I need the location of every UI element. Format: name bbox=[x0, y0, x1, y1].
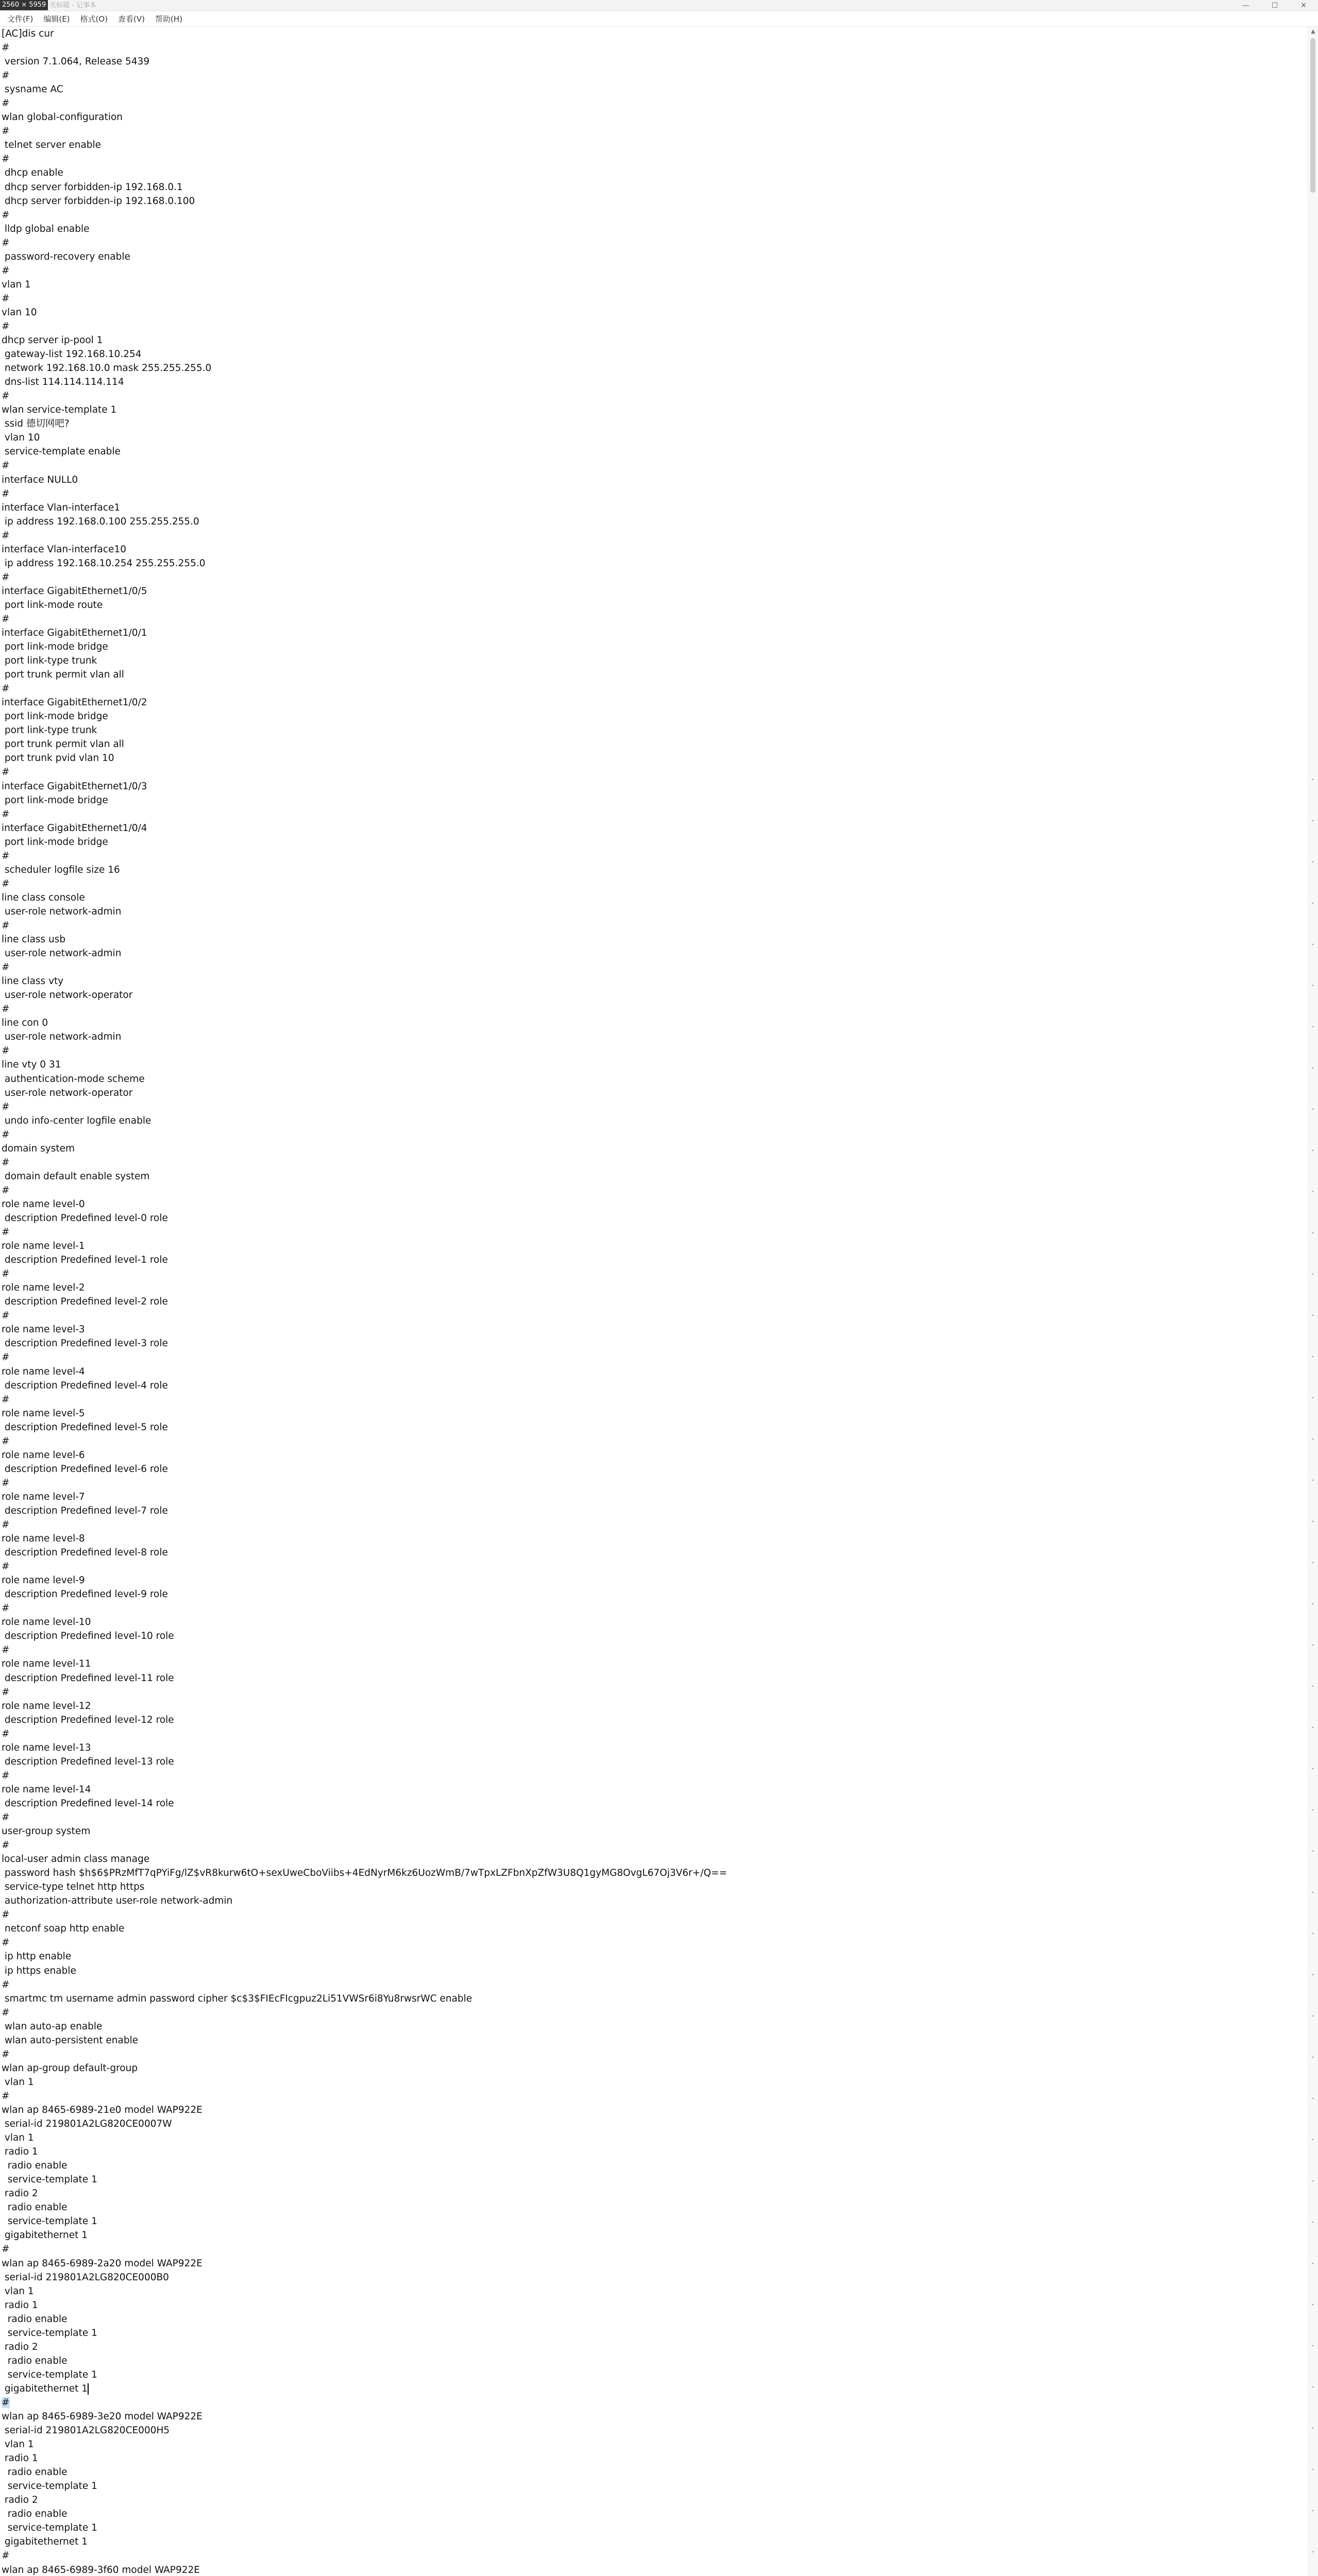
text-line: # bbox=[2, 878, 10, 889]
text-line: wlan ap 8465-6989-2a20 model WAP922E bbox=[2, 2258, 202, 2269]
text-line: radio 2 bbox=[2, 2188, 38, 2199]
scroll-marker-icon: ⌄ bbox=[1311, 1848, 1315, 1853]
text-line: description Predefined level-10 role bbox=[2, 1631, 174, 1642]
text-line: role name level-12 bbox=[2, 1700, 91, 1711]
scroll-marker-icon: ⌄ bbox=[1311, 1518, 1315, 1523]
text-line: authorization-attribute user-role network-admin bbox=[2, 1895, 233, 1907]
text-line: serial-id 219801A2LG820CE0007W bbox=[2, 2119, 172, 2130]
scroll-marker-icon: ⌄ bbox=[1311, 2507, 1315, 2513]
text-line: gigabitethernet 1 bbox=[2, 2383, 88, 2394]
text-line: # bbox=[2, 1435, 10, 1447]
text-line: role name level-8 bbox=[2, 1533, 85, 1545]
text-line: wlan auto-ap enable bbox=[2, 2021, 103, 2032]
text-line: # bbox=[2, 1770, 10, 1781]
scroll-marker-icon: ⌄ bbox=[1311, 2343, 1315, 2348]
text-line: role name level-6 bbox=[2, 1449, 85, 1461]
text-line: service-type telnet http https bbox=[2, 1882, 145, 1893]
text-line: vlan 1 bbox=[2, 279, 31, 290]
text-line: # bbox=[2, 42, 10, 54]
text-line: radio 2 bbox=[2, 2495, 38, 2506]
scroll-marker-icon: ⌄ bbox=[1311, 1642, 1315, 1647]
scroll-marker-icon: ⌄ bbox=[1311, 1353, 1315, 1359]
editor-text bbox=[0, 27, 1308, 2576]
text-line: description Predefined level-7 role bbox=[2, 1505, 168, 1516]
text-line: line con 0 bbox=[2, 1018, 48, 1029]
text-line: # bbox=[2, 1645, 10, 1656]
scroll-marker-icon: ⌄ bbox=[1311, 1683, 1315, 1688]
text-line: user-role network-operator bbox=[2, 990, 133, 1001]
text-line: role name level-13 bbox=[2, 1742, 91, 1753]
menu-format[interactable]: 格式(O) bbox=[80, 14, 108, 24]
text-line: service-template 1 bbox=[2, 2369, 97, 2380]
text-line: # bbox=[2, 2048, 10, 2060]
scroll-marker-icon: ⌄ bbox=[1311, 1395, 1315, 1400]
text-line: role name level-11 bbox=[2, 1658, 91, 1670]
text-line: # bbox=[2, 265, 10, 276]
text-line: vlan 1 bbox=[2, 2076, 34, 2088]
scroll-marker-icon: ⌄ bbox=[1311, 2384, 1315, 2389]
text-line: service-template 1 bbox=[2, 2327, 97, 2338]
text-line: user-role network-operator bbox=[2, 1087, 133, 1098]
menu-view[interactable]: 查看(V) bbox=[118, 14, 145, 24]
text-line: # bbox=[2, 1157, 10, 1168]
menu-file[interactable]: 文件(F) bbox=[7, 14, 33, 24]
text-line: interface GigabitEthernet1/0/2 bbox=[2, 697, 147, 708]
text-line: wlan ap 8465-6989-21e0 model WAP922E bbox=[2, 2104, 202, 2115]
text-line: port trunk permit vlan all bbox=[2, 739, 124, 750]
text-line: vlan 1 bbox=[2, 2285, 34, 2297]
dimension-badge: 2560 × 5959 bbox=[0, 0, 48, 10]
text-line: port link-type trunk bbox=[2, 655, 97, 667]
text-line: description Predefined level-3 role bbox=[2, 1338, 168, 1349]
text-line: # bbox=[2, 1812, 10, 1823]
window-title: 无标题 - 记事本 bbox=[49, 2, 96, 9]
text-line: # bbox=[2, 209, 10, 221]
text-line: role name level-14 bbox=[2, 1784, 91, 1795]
text-line: # bbox=[2, 2007, 10, 2018]
text-line: service-template 1 bbox=[2, 2522, 97, 2534]
menu-edit[interactable]: 编辑(E) bbox=[43, 14, 70, 24]
text-line: radio 1 bbox=[2, 2146, 38, 2158]
text-line: gigabitethernet 1 bbox=[2, 2230, 88, 2241]
scroll-marker-icon: ⌄ bbox=[1311, 1560, 1315, 1565]
text-line: # bbox=[2, 1603, 10, 1614]
text-line: gateway-list 192.168.10.254 bbox=[2, 349, 142, 360]
text-line: description Predefined level-12 role bbox=[2, 1714, 174, 1725]
text-line: smartmc tm username admin password cipher $c$3$FIEcFIcgpuz2Li51VWSr6i8Yu8rwsrWC enable bbox=[2, 1993, 472, 2004]
text-line: interface GigabitEthernet1/0/5 bbox=[2, 585, 147, 597]
text-line: dns-list 114.114.114.114 bbox=[2, 377, 124, 388]
scroll-marker-icon: ⌄ bbox=[1311, 1766, 1315, 1771]
scroll-marker-icon: ⌄ bbox=[1311, 2425, 1315, 2430]
scroll-marker-icon: ⌄ bbox=[1311, 859, 1315, 864]
text-line: description Predefined level-6 role bbox=[2, 1463, 168, 1475]
text-line: serial-id 219801A2LG820CE000H5 bbox=[2, 2425, 170, 2436]
scroll-marker-icon: ⌄ bbox=[1311, 1312, 1315, 1317]
text-line: password hash $h$6$PRzMfT7qPYiFg/lZ$vR8kurw6tO+sexUweCboViibs+4EdNyrM6kz6UozWmB/7wTpxLZFbnXpZfW3U8Q1gyMG8OvgL67Oj3V6r+/Q== bbox=[2, 1868, 728, 1879]
text-line: # bbox=[2, 1728, 10, 1739]
text-line: radio enable bbox=[2, 2202, 67, 2213]
text-line: # bbox=[2, 683, 10, 694]
text-line: # bbox=[2, 962, 10, 973]
text-line: port link-mode route bbox=[2, 599, 103, 611]
text-line: role name level-0 bbox=[2, 1198, 85, 1210]
text-line: # bbox=[2, 320, 10, 332]
text-line: wlan global-configuration bbox=[2, 112, 123, 123]
text-line: user-role network-admin bbox=[2, 1031, 122, 1043]
text-line: interface Vlan-interface10 bbox=[2, 544, 126, 555]
text-line: # bbox=[2, 1227, 10, 1238]
text-line: # bbox=[2, 920, 10, 931]
text-line: # bbox=[2, 70, 10, 81]
text-line: # bbox=[2, 1937, 10, 1948]
scroll-marker-icon: ⌄ bbox=[1311, 1972, 1315, 1977]
text-line: # bbox=[2, 98, 10, 109]
text-line: # bbox=[2, 1352, 10, 1363]
text-line: # bbox=[2, 237, 10, 248]
text-line: radio enable bbox=[2, 2160, 67, 2172]
text-line: line class vty bbox=[2, 976, 64, 987]
text-line: radio 1 bbox=[2, 2299, 38, 2311]
scroll-marker-icon: ⌄ bbox=[1311, 2095, 1315, 2100]
text-line: # bbox=[2, 1184, 10, 1196]
scroll-marker-icon: ⌄ bbox=[1311, 1147, 1315, 1153]
text-editor[interactable] bbox=[0, 27, 1308, 2576]
scroll-marker-icon: ⌄ bbox=[1311, 2219, 1315, 2224]
scroll-up-icon[interactable]: ▲ bbox=[1311, 28, 1315, 35]
text-line: # bbox=[2, 767, 10, 778]
text-line: port link-mode bridge bbox=[2, 794, 108, 806]
text-line: local-user admin class manage bbox=[2, 1854, 150, 1865]
scroll-marker-icon: ⌄ bbox=[1311, 1601, 1315, 1606]
text-line: # bbox=[2, 293, 10, 304]
text-line: vlan 1 bbox=[2, 2132, 34, 2144]
text-line: interface GigabitEthernet1/0/3 bbox=[2, 781, 147, 792]
scroll-marker-icon: ⌄ bbox=[1311, 2260, 1315, 2265]
text-line: # bbox=[2, 1004, 10, 1015]
text-line: # bbox=[2, 2090, 10, 2102]
text-line: line class usb bbox=[2, 934, 66, 945]
text-line: version 7.1.064, Release 5439 bbox=[2, 56, 150, 67]
text-line: line class console bbox=[2, 892, 85, 903]
menu-help[interactable]: 帮助(H) bbox=[155, 14, 182, 24]
text-line: # bbox=[2, 1045, 10, 1057]
text-line bbox=[2, 2396, 1308, 2410]
text-line: netconf soap http enable bbox=[2, 1923, 125, 1935]
text-line: # bbox=[2, 2244, 10, 2255]
text-caret bbox=[88, 2383, 89, 2395]
text-line: dhcp server forbidden-ip 192.168.0.100 bbox=[2, 195, 195, 207]
text-line: user-group system bbox=[2, 1826, 91, 1837]
scroll-marker-icon: ⌄ bbox=[1311, 900, 1315, 905]
text-line: gigabitethernet 1 bbox=[2, 2536, 88, 2548]
scroll-marker-icon: ⌄ bbox=[1311, 1106, 1315, 1111]
text-line: # bbox=[2, 808, 10, 820]
text-line: interface NULL0 bbox=[2, 474, 78, 485]
text-line: # bbox=[2, 530, 10, 541]
text-line: description Predefined level-9 role bbox=[2, 1589, 168, 1600]
text-line: user-role network-admin bbox=[2, 906, 122, 917]
text-line: ip address 192.168.0.100 255.255.255.0 bbox=[2, 516, 199, 527]
text-line: wlan service-template 1 bbox=[2, 404, 117, 416]
scroll-thumb[interactable] bbox=[1310, 38, 1315, 193]
text-line: description Predefined level-14 role bbox=[2, 1798, 174, 1809]
text-line: role name level-3 bbox=[2, 1324, 85, 1335]
text-line: description Predefined level-0 role bbox=[2, 1212, 168, 1224]
text-line: role name level-1 bbox=[2, 1241, 85, 1252]
text-line: radio enable bbox=[2, 2467, 67, 2478]
scroll-marker-icon: ⌄ bbox=[1311, 2137, 1315, 2142]
text-line: role name level-10 bbox=[2, 1617, 91, 1628]
text-line: role name level-5 bbox=[2, 1408, 85, 1419]
text-line: interface Vlan-interface1 bbox=[2, 502, 121, 513]
text-line: radio enable bbox=[2, 2313, 67, 2325]
scroll-marker-icon: ⌄ bbox=[1311, 2178, 1315, 2183]
text-line: wlan ap-group default-group bbox=[2, 2062, 138, 2074]
text-line: # bbox=[2, 126, 10, 137]
scroll-marker-icon: ⌄ bbox=[1311, 2549, 1315, 2554]
text-line: description Predefined level-11 role bbox=[2, 1672, 174, 1684]
text-line: # bbox=[2, 850, 10, 861]
text-line: service-template 1 bbox=[2, 2481, 97, 2492]
text-line: radio 1 bbox=[2, 2453, 38, 2464]
text-line: port link-mode bridge bbox=[2, 641, 108, 653]
text-line: role name level-4 bbox=[2, 1366, 85, 1377]
scroll-marker-icon: ⌄ bbox=[1311, 2054, 1315, 2059]
text-line: role name level-9 bbox=[2, 1575, 85, 1586]
text-line: description Predefined level-8 role bbox=[2, 1547, 168, 1558]
text-line: domain default enable system bbox=[2, 1171, 150, 1182]
scroll-marker-icon: ⌄ bbox=[1311, 1065, 1315, 1070]
text-line: port trunk pvid vlan 10 bbox=[2, 753, 114, 764]
menu-bar bbox=[0, 11, 1318, 27]
text-line: user-role network-admin bbox=[2, 948, 122, 959]
scroll-marker-icon: ⌄ bbox=[1311, 1807, 1315, 1812]
text-line: # bbox=[2, 488, 10, 499]
text-line: # bbox=[2, 1477, 10, 1488]
scroll-marker-icon: ⌄ bbox=[1311, 1724, 1315, 1730]
text-line: service-template enable bbox=[2, 446, 121, 457]
scroll-marker-icon: ⌄ bbox=[1311, 1271, 1315, 1276]
text-line: ip address 192.168.10.254 255.255.255.0 bbox=[2, 557, 206, 569]
text-line: service-template 1 bbox=[2, 2216, 97, 2227]
text-line: # bbox=[2, 1101, 10, 1112]
text-line: role name level-2 bbox=[2, 1282, 85, 1294]
vertical-scrollbar[interactable] bbox=[1308, 27, 1318, 2576]
text-line: ip https enable bbox=[2, 1965, 76, 1976]
text-line: description Predefined level-4 role bbox=[2, 1380, 168, 1391]
scroll-marker-icon: ⌄ bbox=[1311, 1889, 1315, 1894]
scroll-marker-icon: ⌄ bbox=[1311, 941, 1315, 946]
text-line: telnet server enable bbox=[2, 140, 102, 151]
text-line: # bbox=[2, 1909, 10, 1921]
text-line: description Predefined level-5 role bbox=[2, 1421, 168, 1433]
text-line: # bbox=[2, 154, 10, 165]
scroll-marker-icon: ⌄ bbox=[1311, 2301, 1315, 2307]
text-line: dhcp server forbidden-ip 192.168.0.1 bbox=[2, 181, 183, 193]
text-line: wlan ap 8465-6989-3f60 model WAP922E bbox=[2, 2564, 200, 2575]
text-line: # bbox=[2, 571, 10, 583]
scroll-marker-icon: ⌄ bbox=[1311, 1477, 1315, 1482]
text-line: radio 2 bbox=[2, 2341, 38, 2352]
text-line: description Predefined level-2 role bbox=[2, 1296, 168, 1308]
scroll-marker-icon: ⌄ bbox=[1311, 1024, 1315, 1029]
text-line: line vty 0 31 bbox=[2, 1059, 61, 1071]
text-line: ip http enable bbox=[2, 1951, 72, 1962]
minimize-icon[interactable]: — bbox=[1242, 2, 1249, 10]
text-line: scheduler logfile size 16 bbox=[2, 864, 120, 875]
text-line: # bbox=[2, 2550, 10, 2562]
text-line: vlan 1 bbox=[2, 2439, 34, 2450]
scroll-marker-icon: ⌄ bbox=[1311, 776, 1315, 782]
selection-highlight: # bbox=[2, 2397, 10, 2408]
text-line: wlan ap 8465-6989-3e20 model WAP922E bbox=[2, 2411, 202, 2422]
scroll-marker-icon: ⌄ bbox=[1311, 1230, 1315, 1235]
text-line: # bbox=[2, 1394, 10, 1405]
scroll-marker-icon: ⌄ bbox=[1311, 818, 1315, 823]
scroll-marker-icon: ⌄ bbox=[1311, 2466, 1315, 2471]
text-line: interface GigabitEthernet1/0/4 bbox=[2, 822, 147, 834]
scroll-marker-icon: ⌄ bbox=[1311, 2013, 1315, 2018]
text-line: # bbox=[2, 613, 10, 624]
text-line: serial-id 219801A2LG820CE000B0 bbox=[2, 2272, 169, 2283]
text-line: # bbox=[2, 1561, 10, 1572]
text-line: domain system bbox=[2, 1143, 75, 1154]
title-bar bbox=[0, 0, 1318, 11]
text-line: # bbox=[2, 1979, 10, 1990]
text-line: radio enable bbox=[2, 2509, 67, 2520]
text-line: service-template 1 bbox=[2, 2174, 97, 2185]
text-line: # bbox=[2, 1519, 10, 1531]
close-icon[interactable]: ✕ bbox=[1300, 2, 1307, 10]
text-line: # bbox=[2, 1129, 10, 1140]
text-line: port link-mode bridge bbox=[2, 711, 108, 722]
text-line: password-recovery enable bbox=[2, 251, 130, 262]
text-line: ssid 德切网吧? bbox=[2, 418, 70, 430]
text-line: undo info-center logfile enable bbox=[2, 1115, 151, 1126]
text-line: radio enable bbox=[2, 2355, 67, 2366]
text-line: role name level-7 bbox=[2, 1491, 85, 1502]
scroll-marker-icon: ⌄ bbox=[1311, 1436, 1315, 1441]
text-line: # bbox=[2, 1840, 10, 1851]
text-line: description Predefined level-13 role bbox=[2, 1756, 174, 1767]
text-line: description Predefined level-1 role bbox=[2, 1255, 168, 1266]
text-line: wlan auto-persistent enable bbox=[2, 2035, 139, 2046]
maximize-icon[interactable]: ☐ bbox=[1271, 2, 1278, 10]
text-line: network 192.168.10.0 mask 255.255.255.0 bbox=[2, 363, 212, 374]
text-line: interface GigabitEthernet1/0/1 bbox=[2, 628, 147, 639]
text-line: vlan 10 bbox=[2, 307, 37, 318]
text-line: # bbox=[2, 460, 10, 471]
scroll-marker-icon: ⌄ bbox=[1311, 1930, 1315, 1936]
text-line: [AC]dis cur bbox=[2, 28, 54, 39]
text-line: # bbox=[2, 1310, 10, 1321]
text-line: # bbox=[2, 391, 10, 402]
text-line: dhcp enable bbox=[2, 167, 63, 179]
text-line: sysname AC bbox=[2, 84, 63, 95]
scroll-marker-icon: ⌄ bbox=[1311, 1189, 1315, 1194]
scroll-marker-icon: ⌄ bbox=[1311, 982, 1315, 988]
text-line: port link-mode bridge bbox=[2, 836, 108, 848]
text-line: dhcp server ip-pool 1 bbox=[2, 335, 103, 346]
text-line: port link-type trunk bbox=[2, 725, 97, 736]
text-line: lldp global enable bbox=[2, 223, 90, 234]
text-line: # bbox=[2, 1686, 10, 1698]
text-line: authentication-mode scheme bbox=[2, 1073, 145, 1084]
text-line: # bbox=[2, 1268, 10, 1280]
text-line: vlan 10 bbox=[2, 432, 40, 444]
text-line: port trunk permit vlan all bbox=[2, 669, 124, 681]
